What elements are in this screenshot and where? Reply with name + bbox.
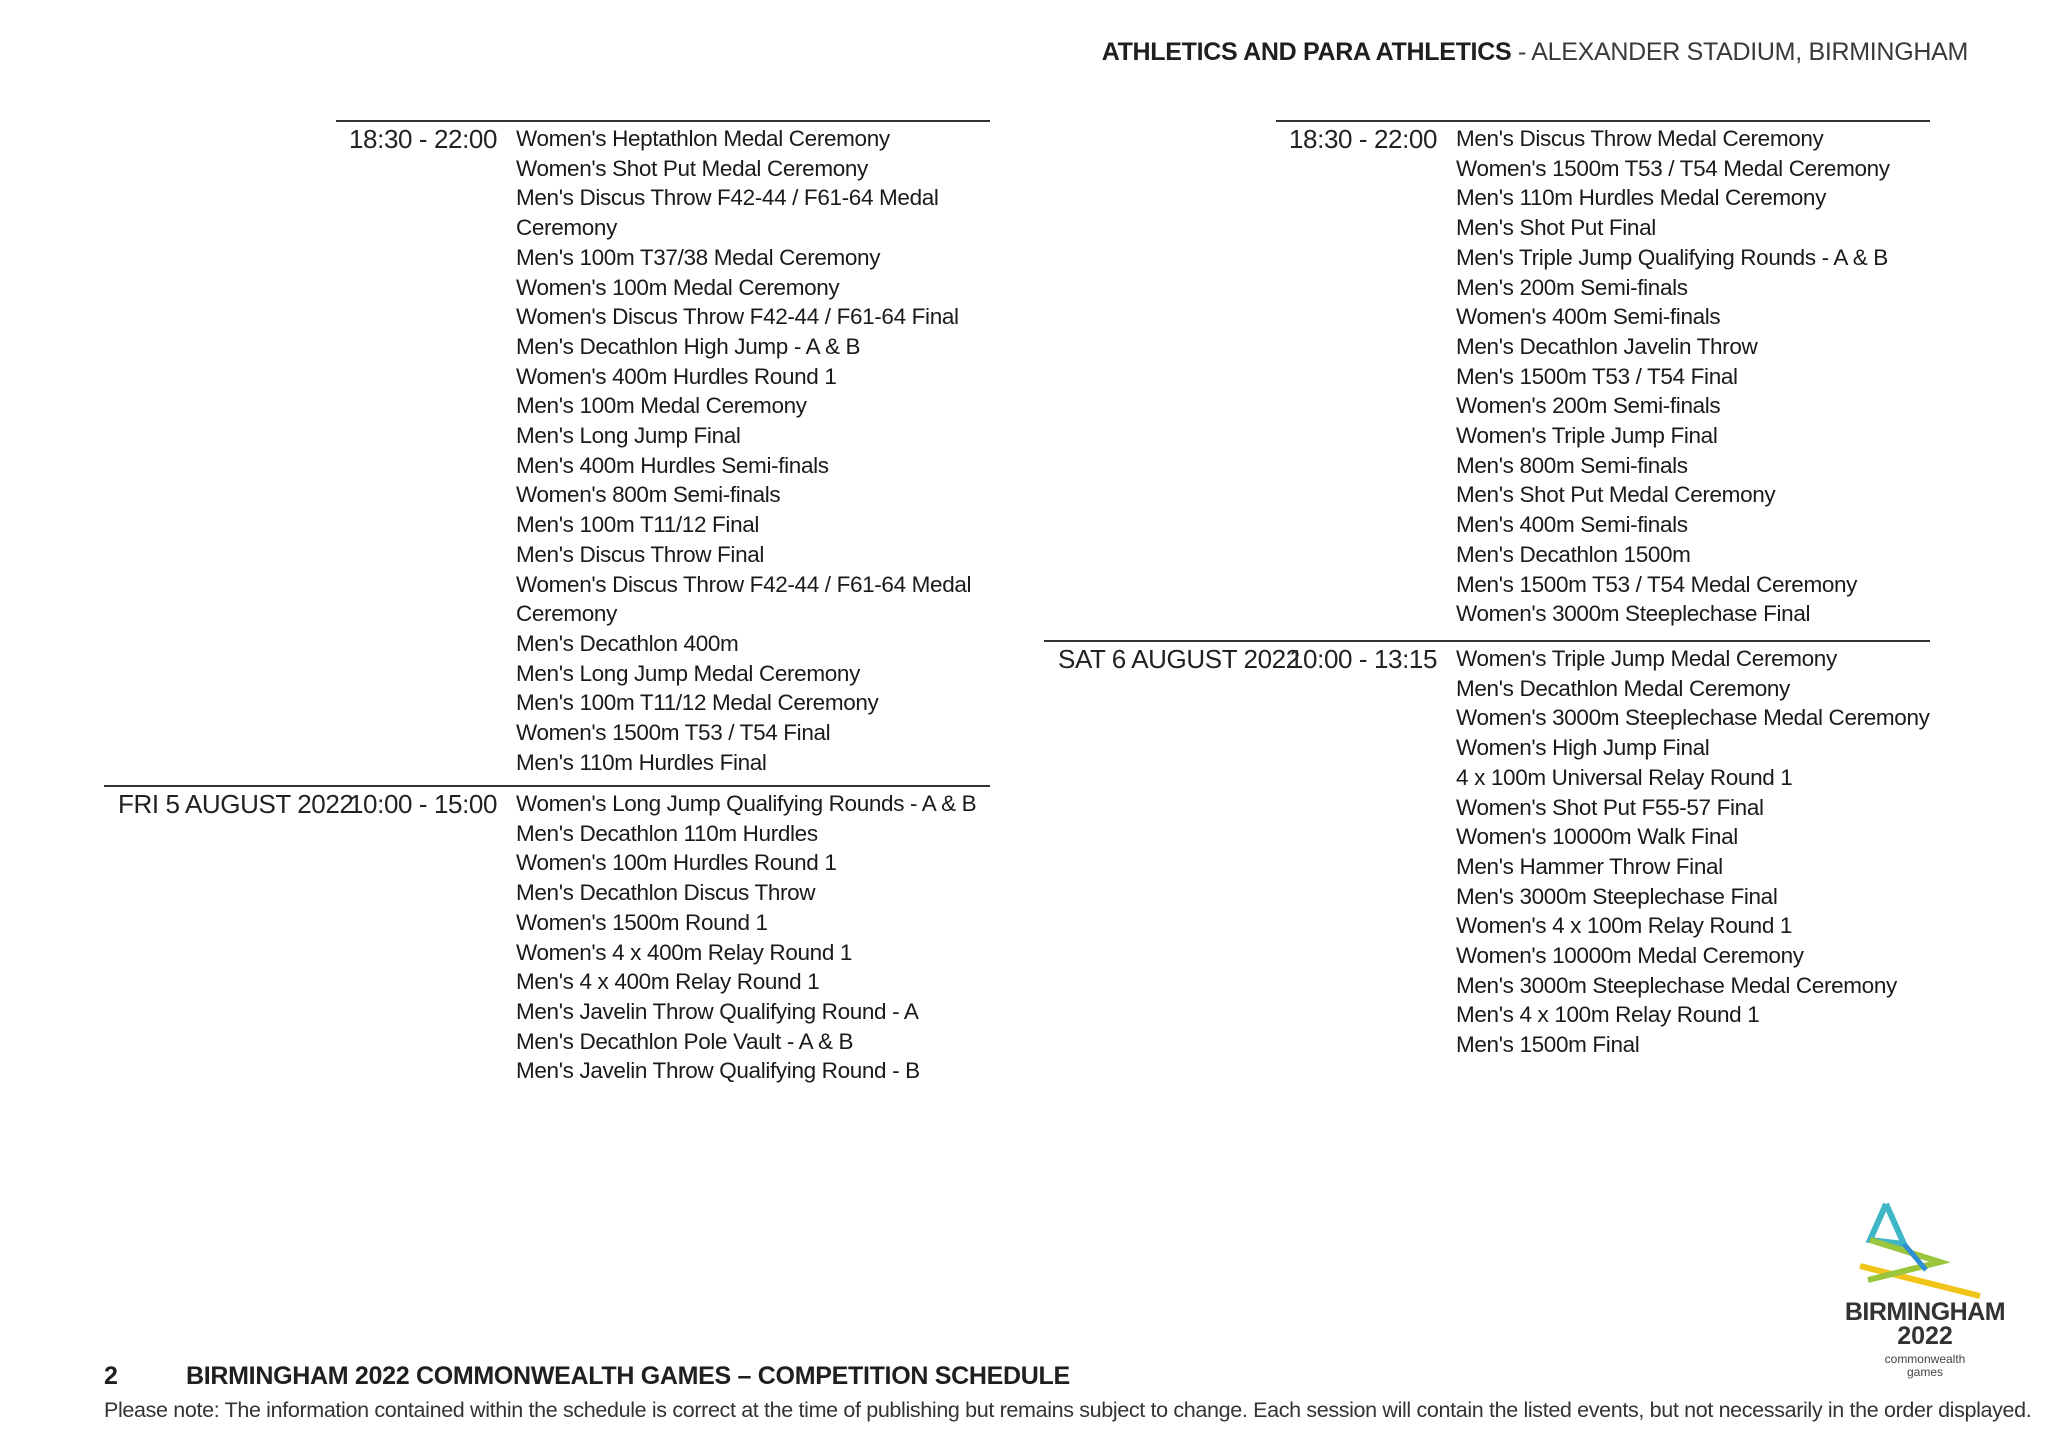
schedule-event: Men's Decathlon Medal Ceremony [1456,675,1790,701]
schedule-event: Women's Triple Jump Medal Ceremony [1456,646,1837,671]
logo-text-year: 2022 [1897,1322,1953,1350]
schedule-event: 4 x 100m Universal Relay Round 1 [1456,764,1793,790]
schedule-event: Women's High Jump Final [1456,735,1710,761]
schedule-event: Men's Triple Jump Qualifying Rounds - A & B [1456,244,1888,270]
schedule-event: Men's Long Jump Medal Ceremony [516,660,860,686]
schedule-event: Men's 400m Hurdles Semi-finals [516,452,829,478]
schedule-event: Men's Decathlon Pole Vault - A & B [516,1028,854,1054]
session-time: 18:30 - 22:00 [349,124,498,154]
schedule-event: Women's 200m Semi-finals [1456,393,1721,419]
schedule-event: Women's 3000m Steeplechase Final [1456,601,1811,627]
schedule-event: Men's Decathlon High Jump - A & B [516,333,861,359]
footer-title-text: BIRMINGHAM 2022 COMMONWEALTH GAMES – COMPETITION SCHEDULE [186,1362,1070,1390]
schedule-event: Men's Shot Put Medal Ceremony [1456,482,1776,508]
schedule-event: Men's 100m Medal Ceremony [516,393,807,419]
schedule-event: Ceremony [516,215,617,241]
session-time: 10:00 - 15:00 [349,789,498,819]
schedule-event: Women's 100m Hurdles Round 1 [516,850,837,876]
session-event-list [1456,644,1930,1060]
schedule-event: Women's Discus Throw F42-44 / F61-64 Medal [516,571,972,597]
schedule-event: Men's Hammer Throw Final [1456,853,1723,879]
schedule-event: Women's 10000m Medal Ceremony [1456,943,1804,969]
session-date: FRI 5 AUGUST 2022 [118,789,354,819]
schedule-event: Men's 110m Hurdles Final [516,749,767,775]
schedule-event: Women's 4 x 100m Relay Round 1 [1456,913,1793,939]
schedule-event: Women's 100m Medal Ceremony [516,274,840,300]
schedule-event: Men's 200m Semi-finals [1456,274,1688,300]
schedule-event: Women's 3000m Steeplechase Medal Ceremony [1456,705,1930,731]
schedule-event: Men's Javelin Throw Qualifying Round - B [516,1058,920,1084]
schedule-event: Men's 110m Hurdles Medal Ceremony [1456,185,1826,211]
logo-mark-icon [1840,1200,2010,1300]
schedule-event: Men's 4 x 400m Relay Round 1 [516,969,820,995]
session-time: 18:30 - 22:00 [1289,124,1438,154]
schedule-event: Men's 1500m T53 / T54 Medal Ceremony [1456,571,1858,597]
schedule-event: Men's 3000m Steeplechase Medal Ceremony [1456,972,1897,998]
schedule-event: Women's 400m Semi-finals [1456,304,1721,330]
schedule-event: Women's 4 x 400m Relay Round 1 [516,939,853,965]
schedule-event: Men's 100m T37/38 Medal Ceremony [516,244,881,270]
session-divider [1276,120,1930,122]
schedule-event: Men's Decathlon 400m [516,630,739,656]
schedule-event: Men's 100m T11/12 Final [516,512,760,538]
schedule-event: Men's 4 x 100m Relay Round 1 [1456,1002,1760,1028]
session-event-list [516,789,976,1086]
footer-note: Please note: The information contained within the schedule is correct at the time of publishing but remains subject to change. Each session will contain the listed events, but not necessarily in the order displayed. [104,1398,2032,1422]
schedule-event: Men's Decathlon Discus Throw [516,880,816,906]
schedule-event: Women's 400m Hurdles Round 1 [516,363,837,389]
schedule-event: Men's Shot Put Final [1456,215,1656,241]
schedule-event: Men's 400m Semi-finals [1456,512,1688,538]
schedule-event: Men's Discus Throw Medal Ceremony [1456,126,1824,151]
schedule-event: Women's Heptathlon Medal Ceremony [516,126,890,151]
schedule-event: Women's 1500m Round 1 [516,909,768,935]
schedule-event: Men's Decathlon 110m Hurdles [516,820,818,846]
schedule-event: Ceremony [516,601,617,627]
session-event-list [516,124,976,777]
logo-text-games: games [1906,1365,1944,1379]
footer-title [104,1362,1070,1391]
session-divider [336,120,990,122]
schedule-event: Men's Decathlon Javelin Throw [1456,333,1758,359]
schedule-event: Men's Long Jump Final [516,423,741,449]
schedule-event: Women's 800m Semi-finals [516,482,781,508]
schedule-event: Men's 3000m Steeplechase Final [1456,883,1778,909]
page-number: 2 [104,1362,118,1390]
schedule-event: Men's Discus Throw F42-44 / F61-64 Medal [516,185,939,211]
schedule-event: Men's 1500m Final [1456,1032,1640,1058]
schedule-event: Women's 1500m T53 / T54 Final [516,720,831,746]
session-divider [1044,640,1930,642]
header-title-venue: - ALEXANDER STADIUM, BIRMINGHAM [1511,38,1968,66]
schedule-event: Women's 1500m T53 / T54 Medal Ceremony [1456,155,1890,181]
session-date: SAT 6 AUGUST 2022 [1058,644,1300,674]
schedule-event: Women's 10000m Walk Final [1456,824,1738,850]
schedule-event: Men's 800m Semi-finals [1456,452,1688,478]
session-event-list [1456,124,1916,629]
schedule-event: Women's Shot Put F55-57 Final [1456,794,1764,820]
schedule-event: Women's Triple Jump Final [1456,423,1718,449]
schedule-event: Women's Shot Put Medal Ceremony [516,155,868,181]
logo-text-city: BIRMINGHAM [1844,1298,2006,1326]
schedule-event: Men's 100m T11/12 Medal Ceremony [516,690,879,716]
logo-text-commonwealth: commonwealth [1884,1352,1966,1366]
schedule-event: Men's Discus Throw Final [516,541,765,567]
page-header [1102,38,1968,67]
schedule-event: Men's 1500m T53 / T54 Final [1456,363,1738,389]
birmingham-2022-logo [1840,1200,2010,1390]
schedule-event: Men's Decathlon 1500m [1456,541,1691,567]
header-title-bold: ATHLETICS AND PARA ATHLETICS [1101,38,1512,66]
session-divider [104,785,990,787]
schedule-event: Women's Discus Throw F42-44 / F61-64 Final [516,304,959,330]
session-time: 10:00 - 13:15 [1289,644,1438,674]
schedule-event: Men's Javelin Throw Qualifying Round - A [516,998,919,1024]
schedule-event: Women's Long Jump Qualifying Rounds - A & B [516,791,977,816]
